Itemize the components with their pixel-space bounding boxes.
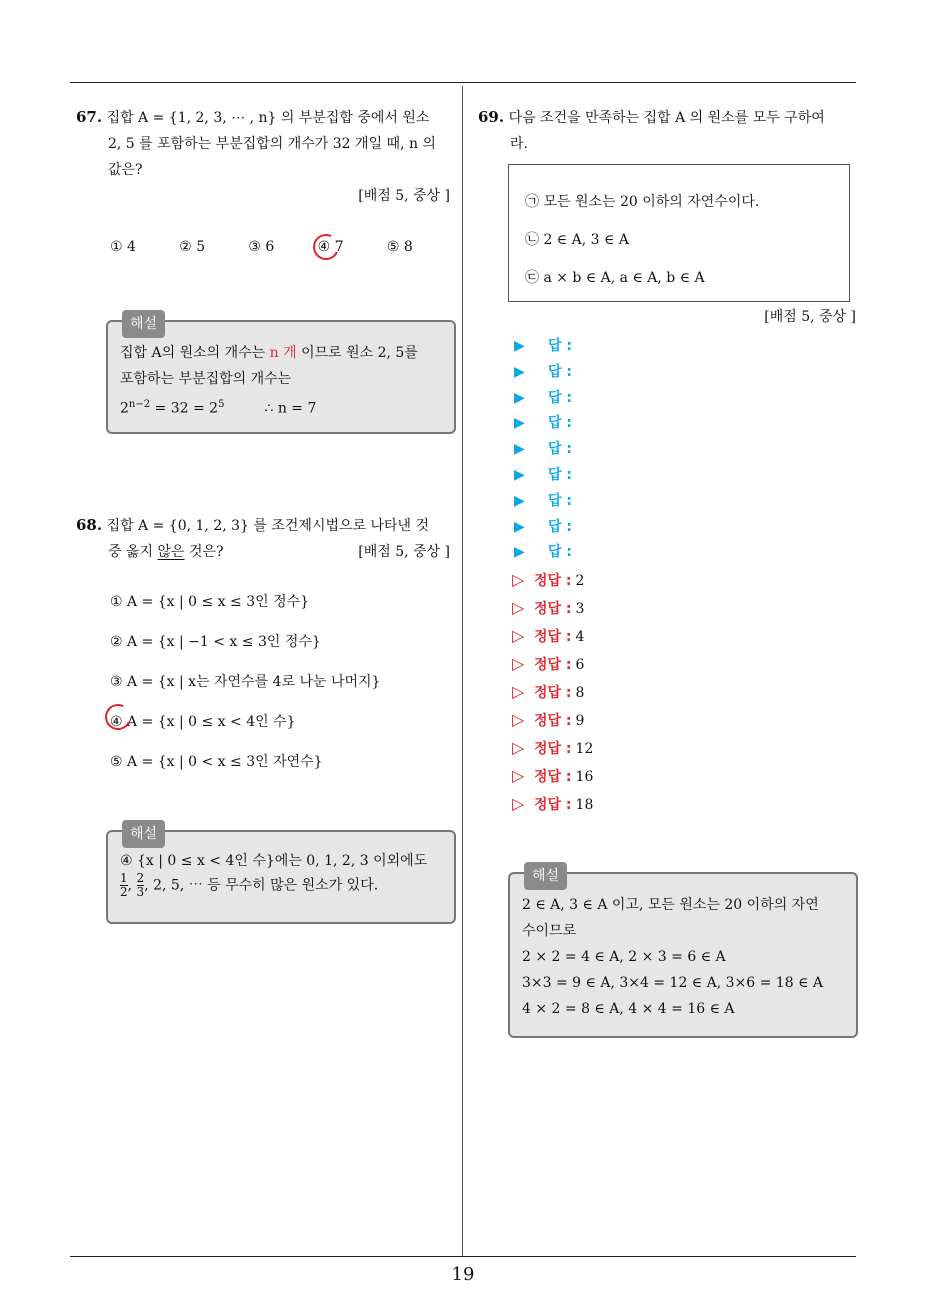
correct-answer-row: ▷ 정답 : 8: [512, 678, 712, 706]
play-triangle-icon: ▶: [514, 441, 525, 458]
correct-answer-list: [512, 566, 712, 818]
answer-circle-mark: [309, 230, 342, 263]
option-5[interactable]: ⑤ A = {x | 0 < x ≤ 3인 자연수}: [110, 754, 323, 770]
question-text-line: 집합 A = {0, 1, 2, 3} 를 조건제시법으로 나타낸 것: [106, 518, 430, 534]
correct-answer-row: ▷ 정답 : 16: [512, 762, 712, 790]
condition-3: ㉢ a × b ∈ A, a ∈ A, b ∈ A: [525, 270, 705, 286]
solution-text: 2 ∈ A, 3 ∈ A 이고, 모든 원소는 20 이하의 자연: [522, 897, 819, 913]
fraction: $\frac{1}{2}$: [120, 871, 128, 899]
solution-box-67: [106, 316, 456, 434]
solution-text: 수이므로: [522, 923, 577, 939]
solution-text: 2 × 2 = 4 ∈ A, 2 × 3 = 6 ∈ A: [522, 949, 726, 965]
column-divider: [462, 86, 463, 1256]
solution-box-68: 해설 ④ {x | 0 ≤ x < 4인 수}에는 0, 1, 2, 3 이외에도 $\frac{1}{2}$ , $\frac{2}{3}$ , 2, 5, ⋯ 등 무수히 많은 원소가 있다.: [106, 830, 456, 924]
solution-text: 포함하는 부분집합의 개수는: [120, 371, 292, 387]
page-number: 19: [451, 1264, 475, 1285]
solution-text: 4 × 2 = 8 ∈ A, 4 × 4 = 16 ∈ A: [522, 1001, 735, 1017]
outline-triangle-icon: ▷: [512, 570, 525, 589]
solution-tag: 해설: [122, 310, 165, 338]
option-4-label: ④ A = {x | 0 ≤ x < 4인 수}: [110, 714, 296, 730]
play-triangle-icon: ▶: [514, 518, 525, 535]
correct-answer-row: ▷ 정답 : 6: [512, 650, 712, 678]
condition-2: ㉡ 2 ∈ A, 3 ∈ A: [525, 232, 629, 248]
outline-triangle-icon: ▷: [512, 738, 525, 757]
outline-triangle-icon: ▷: [512, 598, 525, 617]
choice-3[interactable]: ③ 6: [248, 239, 275, 255]
answer-row[interactable]: ▶ 답 :: [514, 437, 714, 463]
play-triangle-icon: ▶: [514, 389, 525, 406]
solution-text: , 2, 5, ⋯ 등 무수히 많은 원소가 있다.: [144, 877, 379, 894]
outline-triangle-icon: ▷: [512, 766, 525, 785]
solution-exponent: n−2: [128, 399, 151, 410]
correct-answer-row: ▷ 정답 : 3: [512, 594, 712, 622]
question-text: 것은?: [184, 544, 224, 560]
play-triangle-icon: ▶: [514, 415, 525, 432]
condition-box: [508, 164, 850, 302]
play-triangle-icon: ▶: [514, 338, 525, 354]
correct-answer-row: ▷ 정답 : 12: [512, 734, 712, 762]
question-text-line: 2, 5 를 포함하는 부분집합의 개수가 32 개일 때, n 의: [108, 136, 436, 152]
answer-row[interactable]: ▶ 답 :: [514, 334, 714, 360]
question-number: 67.: [76, 108, 103, 126]
choice-list: [110, 239, 456, 255]
bottom-rule: [70, 1256, 856, 1257]
choice-4-label: ④ 7: [317, 239, 344, 255]
solution-text: 이므로 원소 2, 5를: [296, 345, 418, 361]
solution-text: 3×3 = 9 ∈ A, 3×4 = 12 ∈ A, 3×6 = 18 ∈ A: [522, 975, 823, 991]
option-3[interactable]: ③ A = {x | x는 자연수를 4로 나눈 나머지}: [110, 674, 381, 690]
answer-row[interactable]: ▶ 답 :: [514, 360, 714, 386]
solution-text: ④ {x | 0 ≤ x < 4인 수}에는 0, 1, 2, 3 이외에도: [120, 853, 428, 869]
correct-answer-row: ▷ 정답 : 4: [512, 622, 712, 650]
answer-row[interactable]: ▶ 답 :: [514, 489, 714, 515]
outline-triangle-icon: ▷: [512, 794, 525, 813]
answer-row[interactable]: ▶ 답 :: [514, 515, 714, 541]
solution-text: 2: [120, 400, 129, 417]
option-4[interactable]: [110, 709, 456, 735]
solution-tag: 해설: [524, 862, 567, 890]
fraction: $\frac{2}{3}$: [136, 871, 145, 899]
question-text-line: 값은?: [108, 162, 143, 178]
question-67: [76, 104, 456, 255]
score-label: [배점 5, 중상 ]: [358, 188, 450, 204]
answer-row[interactable]: ▶ 답 :: [514, 386, 714, 412]
question-69: [478, 104, 858, 157]
play-triangle-icon: ▶: [514, 363, 525, 380]
answer-rows: [514, 334, 714, 566]
condition-1: ㉠ 모든 원소는 20 이하의 자연수이다.: [525, 194, 760, 210]
correct-answer-row: ▷ 정답 : 18: [512, 790, 712, 818]
question-text-line: 라.: [510, 136, 528, 152]
solution-box-69: [508, 868, 858, 1038]
question-text: 중 옳지: [108, 544, 158, 560]
answer-row[interactable]: ▶ 답 :: [514, 540, 714, 566]
question-number: 68.: [76, 516, 103, 534]
outline-triangle-icon: ▷: [512, 626, 525, 645]
answer-row[interactable]: ▶ 답 :: [514, 463, 714, 489]
choice-1[interactable]: ① 4: [110, 239, 136, 255]
solution-text: 집합 A의 원소의 개수는: [120, 345, 270, 361]
correct-answer-row: ▷ 정답 : 2: [512, 566, 712, 594]
outline-triangle-icon: ▷: [512, 682, 525, 701]
score-label: [배점 5, 중상 ]: [358, 544, 450, 560]
question-text-line: 다음 조건을 만족하는 집합 A 의 원소를 모두 구하여: [508, 110, 825, 126]
option-1[interactable]: ① A = {x | 0 ≤ x ≤ 3인 정수}: [110, 594, 310, 610]
play-triangle-icon: ▶: [514, 492, 525, 509]
choice-5[interactable]: ⑤ 8: [386, 239, 413, 255]
question-text-line: 집합 A = {1, 2, 3, ⋯ , n} 의 부분집합 중에서 원소: [106, 110, 430, 126]
outline-triangle-icon: ▷: [512, 654, 525, 673]
play-triangle-icon: ▶: [514, 466, 525, 483]
correct-answer-row: ▷ 정답 : 9: [512, 706, 712, 734]
choice-4[interactable]: [318, 239, 387, 255]
choice-2[interactable]: ② 5: [179, 239, 206, 255]
play-triangle-icon: ▶: [514, 544, 525, 561]
solution-text: = 32 = 2: [150, 400, 219, 417]
solution-text: ∴ n = 7: [264, 400, 317, 417]
outline-triangle-icon: ▷: [512, 710, 525, 729]
solution-tag: 해설: [122, 820, 165, 848]
option-2[interactable]: ② A = {x | −1 < x ≤ 3인 정수}: [110, 634, 321, 650]
answer-row[interactable]: ▶ 답 :: [514, 411, 714, 437]
question-number: 69.: [478, 108, 505, 126]
solution-exponent: 5: [218, 399, 225, 410]
score-label: [배점 5, 중상 ]: [764, 309, 856, 325]
top-rule: [70, 82, 856, 83]
underlined-word: 않은: [157, 544, 185, 560]
question-68: [76, 512, 456, 775]
solution-highlight: n 개: [269, 345, 297, 361]
